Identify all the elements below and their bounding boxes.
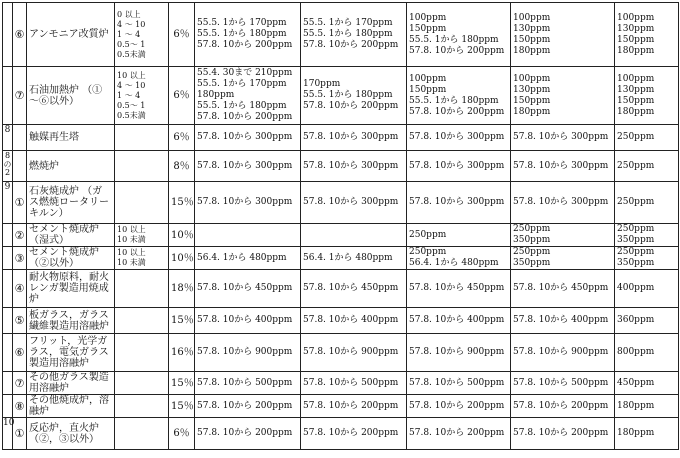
standard-value-col1 <box>195 224 301 247</box>
subitem-number: ⑧ <box>13 395 27 418</box>
standard-value-col3: 57.8. 10から 300ppm <box>407 182 511 224</box>
standard-value-col2: 57.8. 10から 450ppm <box>301 270 407 308</box>
standard-value-col2: 56.4. 1から 480ppm <box>301 247 407 270</box>
table-row <box>3 247 679 270</box>
standard-value-col3: 57.8. 10から 400ppm <box>407 308 511 334</box>
oxygen-percent: 16％ <box>169 334 195 372</box>
oxygen-percent: 15％ <box>169 308 195 334</box>
row-number <box>3 151 13 182</box>
subitem-number: ③ <box>13 247 27 270</box>
standard-value-line: 180ppm <box>513 106 551 117</box>
standard-value-col3 <box>407 247 511 270</box>
standard-value-col4: 57.8. 10から 200ppm <box>511 395 615 418</box>
standard-value-col4: 57.8. 10から 900ppm <box>511 334 615 372</box>
emission-standard-table <box>2 2 679 450</box>
scale-range-line: 10 以上 <box>117 248 146 257</box>
scale-range-line: 4 ～ 10 <box>117 80 146 90</box>
standard-value-col1: 57.8. 10から 200ppm <box>195 395 301 418</box>
standard-value-col5: 450ppm <box>615 372 679 395</box>
scale-range <box>115 182 169 224</box>
standard-value-col1: 57.8. 10から 200ppm <box>195 418 301 450</box>
facility-name: 板ガラス，ガラス繊維製造用溶融炉 <box>27 308 115 334</box>
standard-value-col1: 57.8. 10から 900ppm <box>195 334 301 372</box>
row-number <box>3 334 13 372</box>
standard-value-line: 350ppm <box>513 258 551 268</box>
standard-value-col1 <box>195 3 301 67</box>
standard-value-line: 180ppm <box>513 45 551 56</box>
standard-value-col4: 57.8. 10から 400ppm <box>511 308 615 334</box>
scale-range <box>115 67 169 125</box>
standard-value-line: 57.8. 10から 200ppm <box>197 40 293 50</box>
standard-value-col3: 57.8. 10から 300ppm <box>407 125 511 151</box>
standard-value-col2 <box>301 3 407 67</box>
facility-name: 反応炉，直火炉 （②，③以外） <box>27 418 115 450</box>
standard-value-col4: 57.8. 10から 450ppm <box>511 270 615 308</box>
standard-value-col3 <box>407 3 511 67</box>
standard-value-line: 350ppm <box>513 235 551 245</box>
standard-value-col1: 56.4. 1から 480ppm <box>195 247 301 270</box>
standard-value-col2: 57.8. 10から 200ppm <box>301 395 407 418</box>
standard-value-col4: 57.8. 10から 300ppm <box>511 151 615 182</box>
row-number <box>3 3 13 67</box>
standard-value-line: 180ppm <box>617 45 655 56</box>
standard-value-col2: 57.8. 10から 500ppm <box>301 372 407 395</box>
standard-value-col4 <box>511 67 615 125</box>
standard-value-line: 57.8. 10から 200ppm <box>197 112 293 122</box>
table-row <box>3 224 679 247</box>
standard-value-col3: 57.8. 10から 500ppm <box>407 372 511 395</box>
standard-value-col3 <box>407 67 511 125</box>
standard-value-col1: 57.8. 10から 500ppm <box>195 372 301 395</box>
standard-value-col1: 57.8. 10から 300ppm <box>195 182 301 224</box>
standard-value-col2 <box>301 224 407 247</box>
facility-name: 燃焼炉 <box>27 151 115 182</box>
standard-value-col2: 57.8. 10から 900ppm <box>301 334 407 372</box>
table-row <box>3 3 679 67</box>
standard-value-col5: 250ppm <box>615 125 679 151</box>
standard-value-col3: 57.8. 10から 900ppm <box>407 334 511 372</box>
oxygen-percent: 6％ <box>169 3 195 67</box>
scale-range-line: 0.5未満 <box>117 49 146 59</box>
standard-value-line: 180ppm <box>617 106 655 117</box>
scale-range <box>115 395 169 418</box>
standard-value-line: 55.4. 30まで 210ppm <box>197 68 293 78</box>
standard-value-col2: 57.8. 10から 300ppm <box>301 125 407 151</box>
standard-value-col3: 57.8. 10から 300ppm <box>407 151 511 182</box>
scale-range-line: 0.5～ 1 <box>117 39 146 49</box>
oxygen-percent: 6％ <box>169 418 195 450</box>
row-number-text: 8の2 <box>3 151 12 177</box>
standard-value-col3: 57.8. 10から 200ppm <box>407 418 511 450</box>
scale-range-line: 1 ～ 4 <box>117 90 141 100</box>
scale-range-line: 0 以上 <box>117 9 141 19</box>
standard-value-col2: 57.8. 10から 300ppm <box>301 151 407 182</box>
standard-value-col5 <box>615 3 679 67</box>
oxygen-percent: 8％ <box>169 151 195 182</box>
scale-range-line: 10 未満 <box>117 258 146 267</box>
standard-value-col4: 57.8. 10から 300ppm <box>511 125 615 151</box>
scale-range-line: 10 以上 <box>117 70 146 80</box>
standard-value-line: 55.5. 1から 170ppm <box>197 18 287 28</box>
scale-range-line: 0.5～ 1 <box>117 100 146 110</box>
standard-value-col4: 57.8. 10から 200ppm <box>511 418 615 450</box>
oxygen-percent: 6％ <box>169 125 195 151</box>
facility-name: 石油加熱炉 （①～⑥以外） <box>27 67 115 125</box>
standard-value-line: 250ppm <box>513 247 551 257</box>
facility-name: フリット，光学ガラス，電気ガラス製造用溶融炉 <box>27 334 115 372</box>
standard-value-col2: 57.8. 10から 200ppm <box>301 418 407 450</box>
standard-value-line: 130ppm <box>617 23 655 34</box>
row-number: 9 <box>3 182 13 224</box>
standard-value-line: 150ppm <box>617 34 655 45</box>
scale-range <box>115 308 169 334</box>
standard-value-line: 350ppm <box>617 235 655 245</box>
row-number <box>3 247 13 270</box>
standard-value-line: 150ppm <box>617 95 655 106</box>
row-number <box>3 395 13 418</box>
subitem-number: ② <box>13 224 27 247</box>
subitem-number <box>13 125 27 151</box>
standard-value-line: 55.5. 1から 180ppm <box>197 29 287 39</box>
standard-value-line: 55.5. 1から 170ppm <box>197 79 287 89</box>
scale-range <box>115 372 169 395</box>
scale-range <box>115 125 169 151</box>
subitem-number: ⑦ <box>13 67 27 125</box>
standard-value-col5: 250ppm <box>615 151 679 182</box>
table-row <box>3 182 679 224</box>
row-number <box>3 270 13 308</box>
standard-value-line: 150ppm <box>513 95 551 106</box>
standard-value-col5: 180ppm <box>615 395 679 418</box>
oxygen-percent: 15％ <box>169 372 195 395</box>
scale-range-line: 0.5未満 <box>117 110 146 120</box>
standard-value-col1: 57.8. 10から 300ppm <box>195 151 301 182</box>
facility-name: その他ガラス製造用溶融炉 <box>27 372 115 395</box>
subitem-number: ⑥ <box>13 334 27 372</box>
scale-range-line: 4 ～ 10 <box>117 19 146 29</box>
standard-value-line: 250ppm <box>617 247 655 257</box>
standard-value-line: 250ppm <box>617 224 655 234</box>
row-number: 10 <box>3 418 13 450</box>
standard-value-line: 55.5. 1から 180ppm <box>303 90 393 100</box>
standard-value-line: 130ppm <box>513 84 551 95</box>
standard-value-line: 57.8. 10から 200ppm <box>409 106 505 117</box>
facility-name: その他焼成炉，溶融炉 <box>27 395 115 418</box>
standard-value-col1: 57.8. 10から 450ppm <box>195 270 301 308</box>
standard-value-line: 170ppm <box>303 79 341 89</box>
table-row <box>3 151 679 182</box>
standard-value-col5: 180ppm <box>615 418 679 450</box>
standard-value-line: 130ppm <box>513 23 551 34</box>
standard-value-col2 <box>301 67 407 125</box>
oxygen-percent: 18％ <box>169 270 195 308</box>
subitem-number: ④ <box>13 270 27 308</box>
subitem-number: ① <box>13 182 27 224</box>
row-number <box>3 308 13 334</box>
standard-value-col5 <box>615 224 679 247</box>
table-row <box>3 270 679 308</box>
standard-value-line: 250ppm <box>409 247 447 257</box>
standard-value-col3: 57.8. 10から 200ppm <box>407 395 511 418</box>
standard-value-line: 56.4. 1から 480ppm <box>409 258 499 268</box>
standard-value-col2: 57.8. 10から 300ppm <box>301 182 407 224</box>
standard-value-col3: 57.8. 10から 450ppm <box>407 270 511 308</box>
subitem-number: ⑦ <box>13 372 27 395</box>
facility-name: アンモニア改質炉 <box>27 3 115 67</box>
scale-range <box>115 270 169 308</box>
row-number <box>3 67 13 125</box>
oxygen-percent: 6％ <box>169 67 195 125</box>
subitem-number <box>13 151 27 182</box>
standard-value-line: 57.8. 10から 200ppm <box>303 101 399 111</box>
standard-value-col5: 400ppm <box>615 270 679 308</box>
scale-range <box>115 418 169 450</box>
standard-value-col5 <box>615 247 679 270</box>
facility-name: 触媒再生塔 <box>27 125 115 151</box>
standard-value-line: 100ppm <box>409 12 447 23</box>
row-number <box>3 224 13 247</box>
standard-value-line: 150ppm <box>409 84 447 95</box>
standard-value-line: 180ppm <box>197 90 235 100</box>
standard-value-col1: 57.8. 10から 300ppm <box>195 125 301 151</box>
standard-value-line: 55.5. 1から 180ppm <box>303 29 393 39</box>
row-number <box>3 372 13 395</box>
standard-value-line: 55.5. 1から 170ppm <box>303 18 393 28</box>
table-row <box>3 67 679 125</box>
standard-value-line: 100ppm <box>513 12 551 23</box>
subitem-number: ⑤ <box>13 308 27 334</box>
standard-value-line: 55.5. 1から 180ppm <box>409 34 499 45</box>
standard-value-line: 150ppm <box>513 34 551 45</box>
scale-range-line: 10 未満 <box>117 235 146 244</box>
facility-name: 石灰焼成炉 （ガス燃焼ロータリーキルン） <box>27 182 115 224</box>
oxygen-percent: 15％ <box>169 182 195 224</box>
standard-value-col4: 57.8. 10から 500ppm <box>511 372 615 395</box>
standard-value-line: 100ppm <box>513 73 551 84</box>
table-row <box>3 372 679 395</box>
facility-name: セメント焼成炉 （②以外） <box>27 247 115 270</box>
standard-value-col3: 250ppm <box>407 224 511 247</box>
standard-value-line: 100ppm <box>617 12 655 23</box>
facility-name: セメント焼成炉 （湿式） <box>27 224 115 247</box>
standard-value-line: 55.5. 1から 180ppm <box>409 95 499 106</box>
standard-value-line: 250ppm <box>513 224 551 234</box>
standard-value-line: 130ppm <box>617 84 655 95</box>
subitem-number: ⑥ <box>13 3 27 67</box>
standard-value-col5: 360ppm <box>615 308 679 334</box>
oxygen-percent: 15％ <box>169 395 195 418</box>
oxygen-percent: 10％ <box>169 247 195 270</box>
scale-range <box>115 3 169 67</box>
standard-value-col5 <box>615 67 679 125</box>
table-row <box>3 125 679 151</box>
scale-range <box>115 247 169 270</box>
standard-value-line: 57.8. 10から 200ppm <box>409 45 505 56</box>
scale-range-line: 10 以上 <box>117 225 146 234</box>
row-number: 8 <box>3 125 13 151</box>
scale-range <box>115 334 169 372</box>
standard-value-col4: 57.8. 10から 300ppm <box>511 182 615 224</box>
facility-name: 耐火物原料，耐火レンガ製造用焼成炉 <box>27 270 115 308</box>
standard-value-col5: 800ppm <box>615 334 679 372</box>
scale-range-line: 1 ～ 4 <box>117 29 141 39</box>
standard-value-line: 100ppm <box>409 73 447 84</box>
standard-value-col4 <box>511 247 615 270</box>
table-row <box>3 308 679 334</box>
standard-value-line: 55.5. 1から 180ppm <box>197 101 287 111</box>
table-row <box>3 418 679 450</box>
subitem-number: ① <box>13 418 27 450</box>
table-row <box>3 334 679 372</box>
scale-range <box>115 151 169 182</box>
oxygen-percent: 10％ <box>169 224 195 247</box>
standard-value-line: 150ppm <box>409 23 447 34</box>
scale-range <box>115 224 169 247</box>
standard-value-line: 100ppm <box>617 73 655 84</box>
standard-value-line: 57.8. 10から 200ppm <box>303 40 399 50</box>
standard-value-col1 <box>195 67 301 125</box>
standard-value-col2: 57.8. 10から 400ppm <box>301 308 407 334</box>
standard-value-col1: 57.8. 10から 400ppm <box>195 308 301 334</box>
standard-value-line: 350ppm <box>617 258 655 268</box>
standard-value-col4 <box>511 224 615 247</box>
table-row <box>3 395 679 418</box>
standard-value-col5: 250ppm <box>615 182 679 224</box>
standard-value-col4 <box>511 3 615 67</box>
